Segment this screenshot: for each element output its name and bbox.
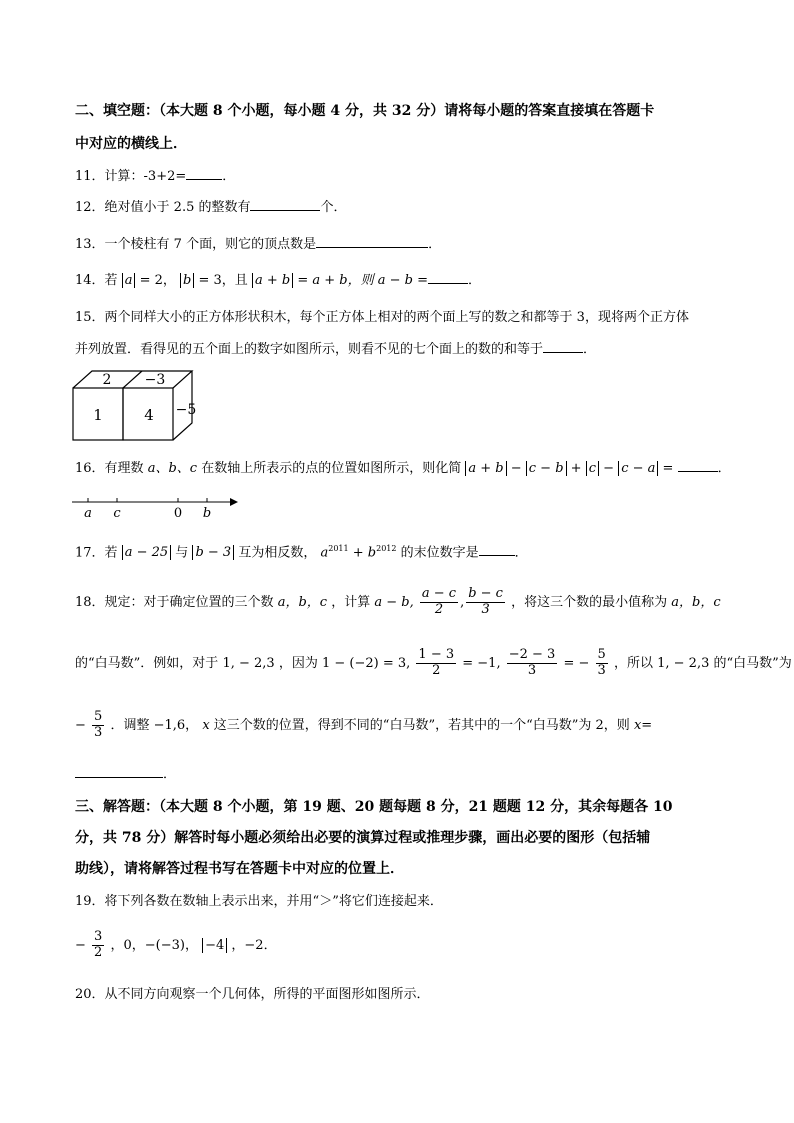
- cube-label-top-right: −3: [144, 372, 166, 388]
- abs-term-4: c − a: [618, 461, 658, 476]
- answer-blank-15[interactable]: [543, 352, 583, 353]
- cube-label-front-left: 1: [93, 406, 103, 424]
- abs-b: b: [180, 273, 194, 288]
- question-12: 12．绝对值小于 2.5 的整数有 个．: [75, 200, 347, 215]
- section2-heading-line2: 中对应的横线上．: [75, 136, 187, 152]
- question-19-numbers: − $\frac{3}{2}$ ，0，−(−3)， −4 ，−2．: [75, 929, 277, 960]
- question-15-line2: 并列放置．看得见的五个面上的数字如图所示，则看不见的七个面上的数的和等于 ．: [75, 342, 597, 357]
- number-line-arrow: [230, 498, 238, 506]
- abs-a-minus-25: a − 25: [122, 545, 171, 560]
- fraction-5-over-3: $\frac{5}{3}$: [597, 647, 606, 678]
- question-13-text: 13．一个棱柱有 7 个面，则它的顶点数是: [75, 237, 317, 252]
- abs-neg-4: −4: [202, 938, 227, 953]
- question-18-line2: 的“白马数”．例如，对于 1, − 2,3 ，因为 1 − (−2) = 3, $\frac{1 - 3}{2}$ = −1, $\frac{-2 - 3}{3}$ = − $\frac{5}{3}$ ，所以 1, − 2,3 的“白马数”为: [75, 647, 792, 678]
- axis-label-b: b: [202, 506, 212, 521]
- question-14: 14．若 a = 2， b = 3，且 a + b = a + b，则 a − b = ．: [75, 273, 481, 288]
- abs-b-minus-3: b − 3: [192, 545, 234, 560]
- fraction-5-over-3-neg: $\frac{5}{3}$: [94, 709, 103, 740]
- question-12-text: 12．绝对值小于 2.5 的整数有: [75, 200, 251, 215]
- cube-label-side: −5: [175, 402, 197, 418]
- cube-label-top-left: 2: [102, 372, 112, 388]
- question-18-line1: 18．规定：对于确定位置的三个数 a，b，c ，计算 a − b, $\frac{a - c}{2}$ , $\frac{b - c}{3}$ ，将这三个数的最小值称为 a，b，c: [75, 586, 721, 617]
- question-11: 11．计算：-3+2= ．: [75, 169, 236, 184]
- question-18-answer: ．: [75, 768, 176, 781]
- section3-heading-line1: 三、解答题：（本大题 8 个小题，第 19 题、20 题每题 8 分，21 题题 12 分，其余每题各 10: [75, 799, 673, 815]
- answer-blank-14[interactable]: [428, 283, 468, 284]
- question-19-text: 19．将下列各数在数轴上表示出来，并用“＞”将它们连接起来．: [75, 894, 443, 909]
- number-line-figure: [70, 494, 245, 522]
- answer-blank-13[interactable]: [316, 247, 428, 248]
- abs-term-2: c − b: [526, 461, 567, 476]
- abs-term-1: a + b: [465, 461, 506, 476]
- cube-top-divider: [123, 371, 142, 388]
- section2-heading-line1: 二、填空题：（本大题 8 个小题，每小题 4 分，共 32 分）请将每小题的答案直接填在答题卡: [75, 103, 655, 119]
- cube-figure: [70, 368, 200, 444]
- fraction-1-minus-3-over-2: $\frac{1 - 3}{2}$: [418, 647, 455, 678]
- answer-blank-12[interactable]: [250, 210, 320, 211]
- fraction-neg2-minus-3-over-3: $\frac{-2 - 3}{3}$: [508, 647, 556, 678]
- abs-term-3: c: [586, 461, 599, 476]
- answer-blank-17[interactable]: [479, 555, 515, 556]
- question-16: 16．有理数 a、b、c 在数轴上所表示的点的位置如图所示，则化简 a + b − c − b + c − c − a = ．: [75, 461, 731, 476]
- section3-heading-line2: 分，共 78 分）解答时每小题必须给出必要的演算过程或推理步骤，画出必要的图形（包括辅: [75, 830, 651, 846]
- answer-blank-18[interactable]: [75, 777, 163, 778]
- fraction-b-minus-c-over-3: $\frac{b - c}{3}$: [468, 586, 503, 617]
- fraction-a-minus-c-over-2: $\frac{a - c}{2}$: [421, 586, 457, 617]
- abs-a: a: [122, 273, 136, 288]
- cube-label-front-right: 4: [144, 406, 154, 424]
- answer-blank-16[interactable]: [678, 471, 718, 472]
- fraction-3-over-2: $\frac{3}{2}$: [94, 929, 103, 960]
- abs-a-plus-b: a + b: [252, 273, 293, 288]
- question-17: 17．若 a − 25 与 b − 3 互为相反数， $a^{2011} + b^{2012}$ 的末位数字是 ．: [75, 544, 528, 561]
- question-11-text: 11．计算：-3+2=: [75, 169, 187, 184]
- axis-label-0: 0: [173, 506, 183, 521]
- axis-label-c: c: [113, 506, 121, 521]
- answer-blank-11[interactable]: [186, 179, 222, 180]
- question-18-line3: − $\frac{5}{3}$ ．调整 −1,6， x 这三个数的位置，得到不同的“白马数”，若其中的一个“白马数”为 2，则 x=: [75, 709, 653, 740]
- question-13: 13．一个棱柱有 7 个面，则它的顶点数是 ．: [75, 237, 442, 252]
- axis-label-a: a: [84, 506, 92, 521]
- question-15-line1: 15．两个同样大小的正方体形状积木，每个正方体上相对的两个面上写的数之和都等于 3，现将两个正方体: [75, 310, 689, 325]
- question-20-text: 20．从不同方向观察一个几何体，所得的平面图形如图所示．: [75, 987, 430, 1002]
- section3-heading-line3: 助线），请将解答过程书写在答题卡中对应的位置上．: [75, 861, 404, 877]
